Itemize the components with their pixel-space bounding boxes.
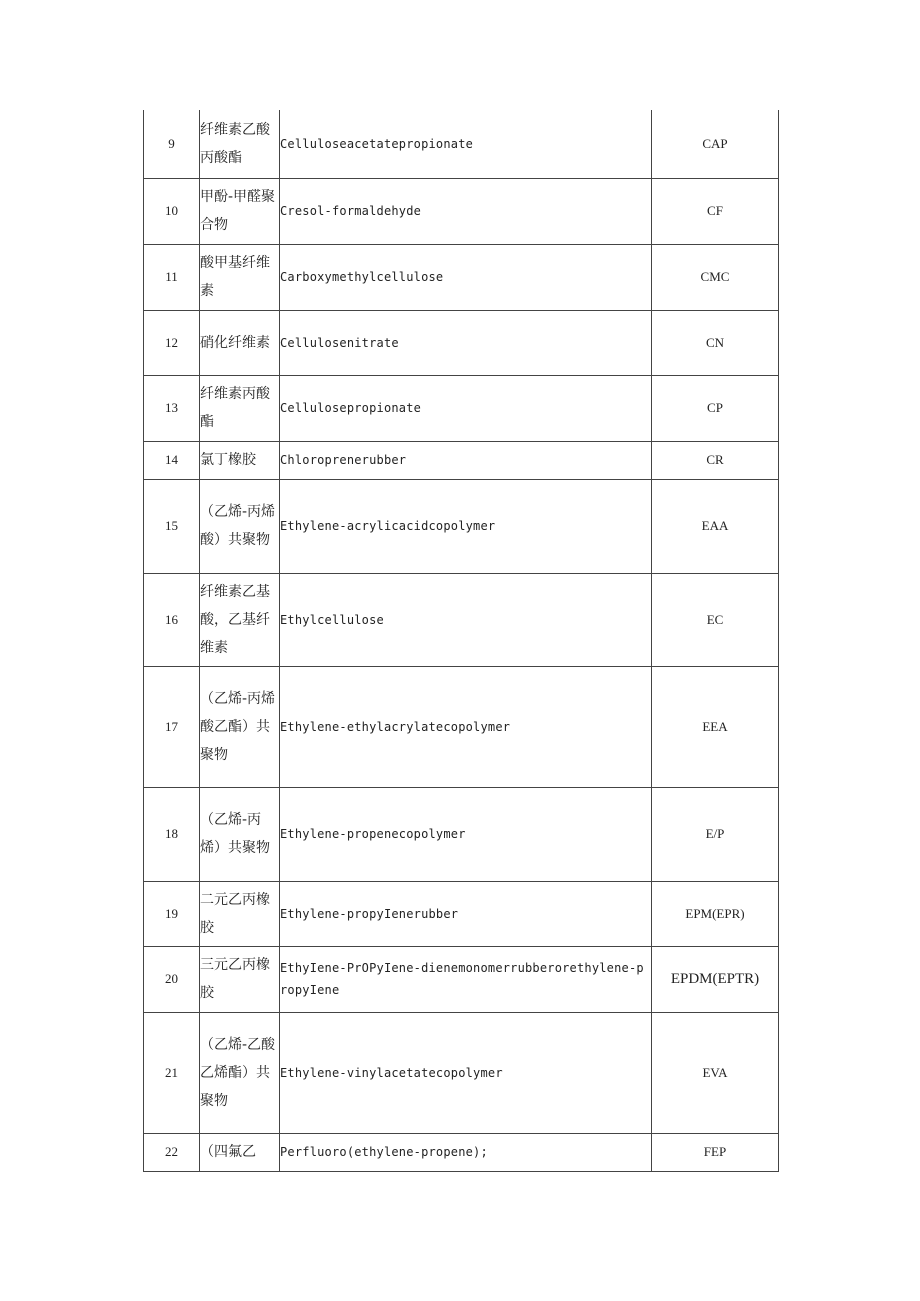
table-row: [144, 441, 779, 479]
table-row: [144, 375, 779, 441]
row-number: 17: [144, 666, 200, 787]
english-name: EthyIene-PrOPyIene-dienemonomerrubberorethylene-propyIene: [280, 946, 652, 1012]
table-row: [144, 881, 779, 946]
chinese-name: （乙烯-丙烯酸）共聚物: [200, 479, 280, 573]
english-name: Ethylene-vinylacetatecopolymer: [280, 1012, 652, 1133]
chinese-name: 硝化纤维素: [200, 310, 280, 375]
row-number: 11: [144, 244, 200, 310]
chinese-name: （乙烯-乙酸乙烯酯）共聚物: [200, 1012, 280, 1133]
english-name: Ethylene-acrylicacidcopolymer: [280, 479, 652, 573]
chinese-name: （乙烯-丙烯）共聚物: [200, 787, 280, 881]
english-name: Cellulosepropionate: [280, 375, 652, 441]
chinese-name: 纤维素乙酸丙酸酯: [200, 110, 280, 178]
chinese-name: 纤维素丙酸酯: [200, 375, 280, 441]
table-row: [144, 573, 779, 666]
chinese-name: 二元乙丙橡胶: [200, 881, 280, 946]
table-row: [144, 178, 779, 244]
row-number: 14: [144, 441, 200, 479]
english-name: Chloroprenerubber: [280, 441, 652, 479]
english-name: Cresol-formaldehyde: [280, 178, 652, 244]
row-number: 10: [144, 178, 200, 244]
table-row: [144, 1012, 779, 1133]
chinese-name: （四氟乙: [200, 1133, 280, 1171]
abbreviation: CMC: [652, 244, 779, 310]
table-row: [144, 244, 779, 310]
table-row: [144, 479, 779, 573]
chinese-name: 三元乙丙橡胶: [200, 946, 280, 1012]
table-row: [144, 310, 779, 375]
abbreviation: CR: [652, 441, 779, 479]
abbreviation-table: [143, 110, 779, 1172]
row-number: 18: [144, 787, 200, 881]
row-number: 20: [144, 946, 200, 1012]
table-row: [144, 666, 779, 787]
table-row: [144, 946, 779, 1012]
table-row: [144, 1133, 779, 1171]
english-name: Ethylene-ethylacrylatecopolymer: [280, 666, 652, 787]
chinese-name: 甲酚-甲醛聚合物: [200, 178, 280, 244]
abbreviation: EC: [652, 573, 779, 666]
english-name: Ethylene-propyIenerubber: [280, 881, 652, 946]
english-name: Celluloseacetatepropionate: [280, 110, 652, 178]
abbreviation: FEP: [652, 1133, 779, 1171]
abbreviation: CN: [652, 310, 779, 375]
abbreviation: EVA: [652, 1012, 779, 1133]
row-number: 22: [144, 1133, 200, 1171]
abbreviation: CP: [652, 375, 779, 441]
table-row: [144, 787, 779, 881]
chinese-name: 酸甲基纤维素: [200, 244, 280, 310]
abbreviation: EPDM(EPTR): [652, 946, 779, 1012]
english-name: Carboxymethylcellulose: [280, 244, 652, 310]
abbreviation: EAA: [652, 479, 779, 573]
row-number: 16: [144, 573, 200, 666]
row-number: 21: [144, 1012, 200, 1133]
row-number: 19: [144, 881, 200, 946]
chinese-name: （乙烯-丙烯酸乙酯）共聚物: [200, 666, 280, 787]
table-row: [144, 110, 779, 178]
chinese-name: 氯丁橡胶: [200, 441, 280, 479]
english-name: Ethylcellulose: [280, 573, 652, 666]
abbreviation: EEA: [652, 666, 779, 787]
abbreviation: EPM(EPR): [652, 881, 779, 946]
chinese-name: 纤维素乙基酸，乙基纤维素: [200, 573, 280, 666]
row-number: 13: [144, 375, 200, 441]
row-number: 15: [144, 479, 200, 573]
abbreviation: CF: [652, 178, 779, 244]
row-number: 12: [144, 310, 200, 375]
english-name: Perfluoro(ethylene-propene);: [280, 1133, 652, 1171]
english-name: Cellulosenitrate: [280, 310, 652, 375]
abbreviation: E/P: [652, 787, 779, 881]
english-name: Ethylene-propenecopolymer: [280, 787, 652, 881]
row-number: 9: [144, 110, 200, 178]
abbreviation: CAP: [652, 110, 779, 178]
